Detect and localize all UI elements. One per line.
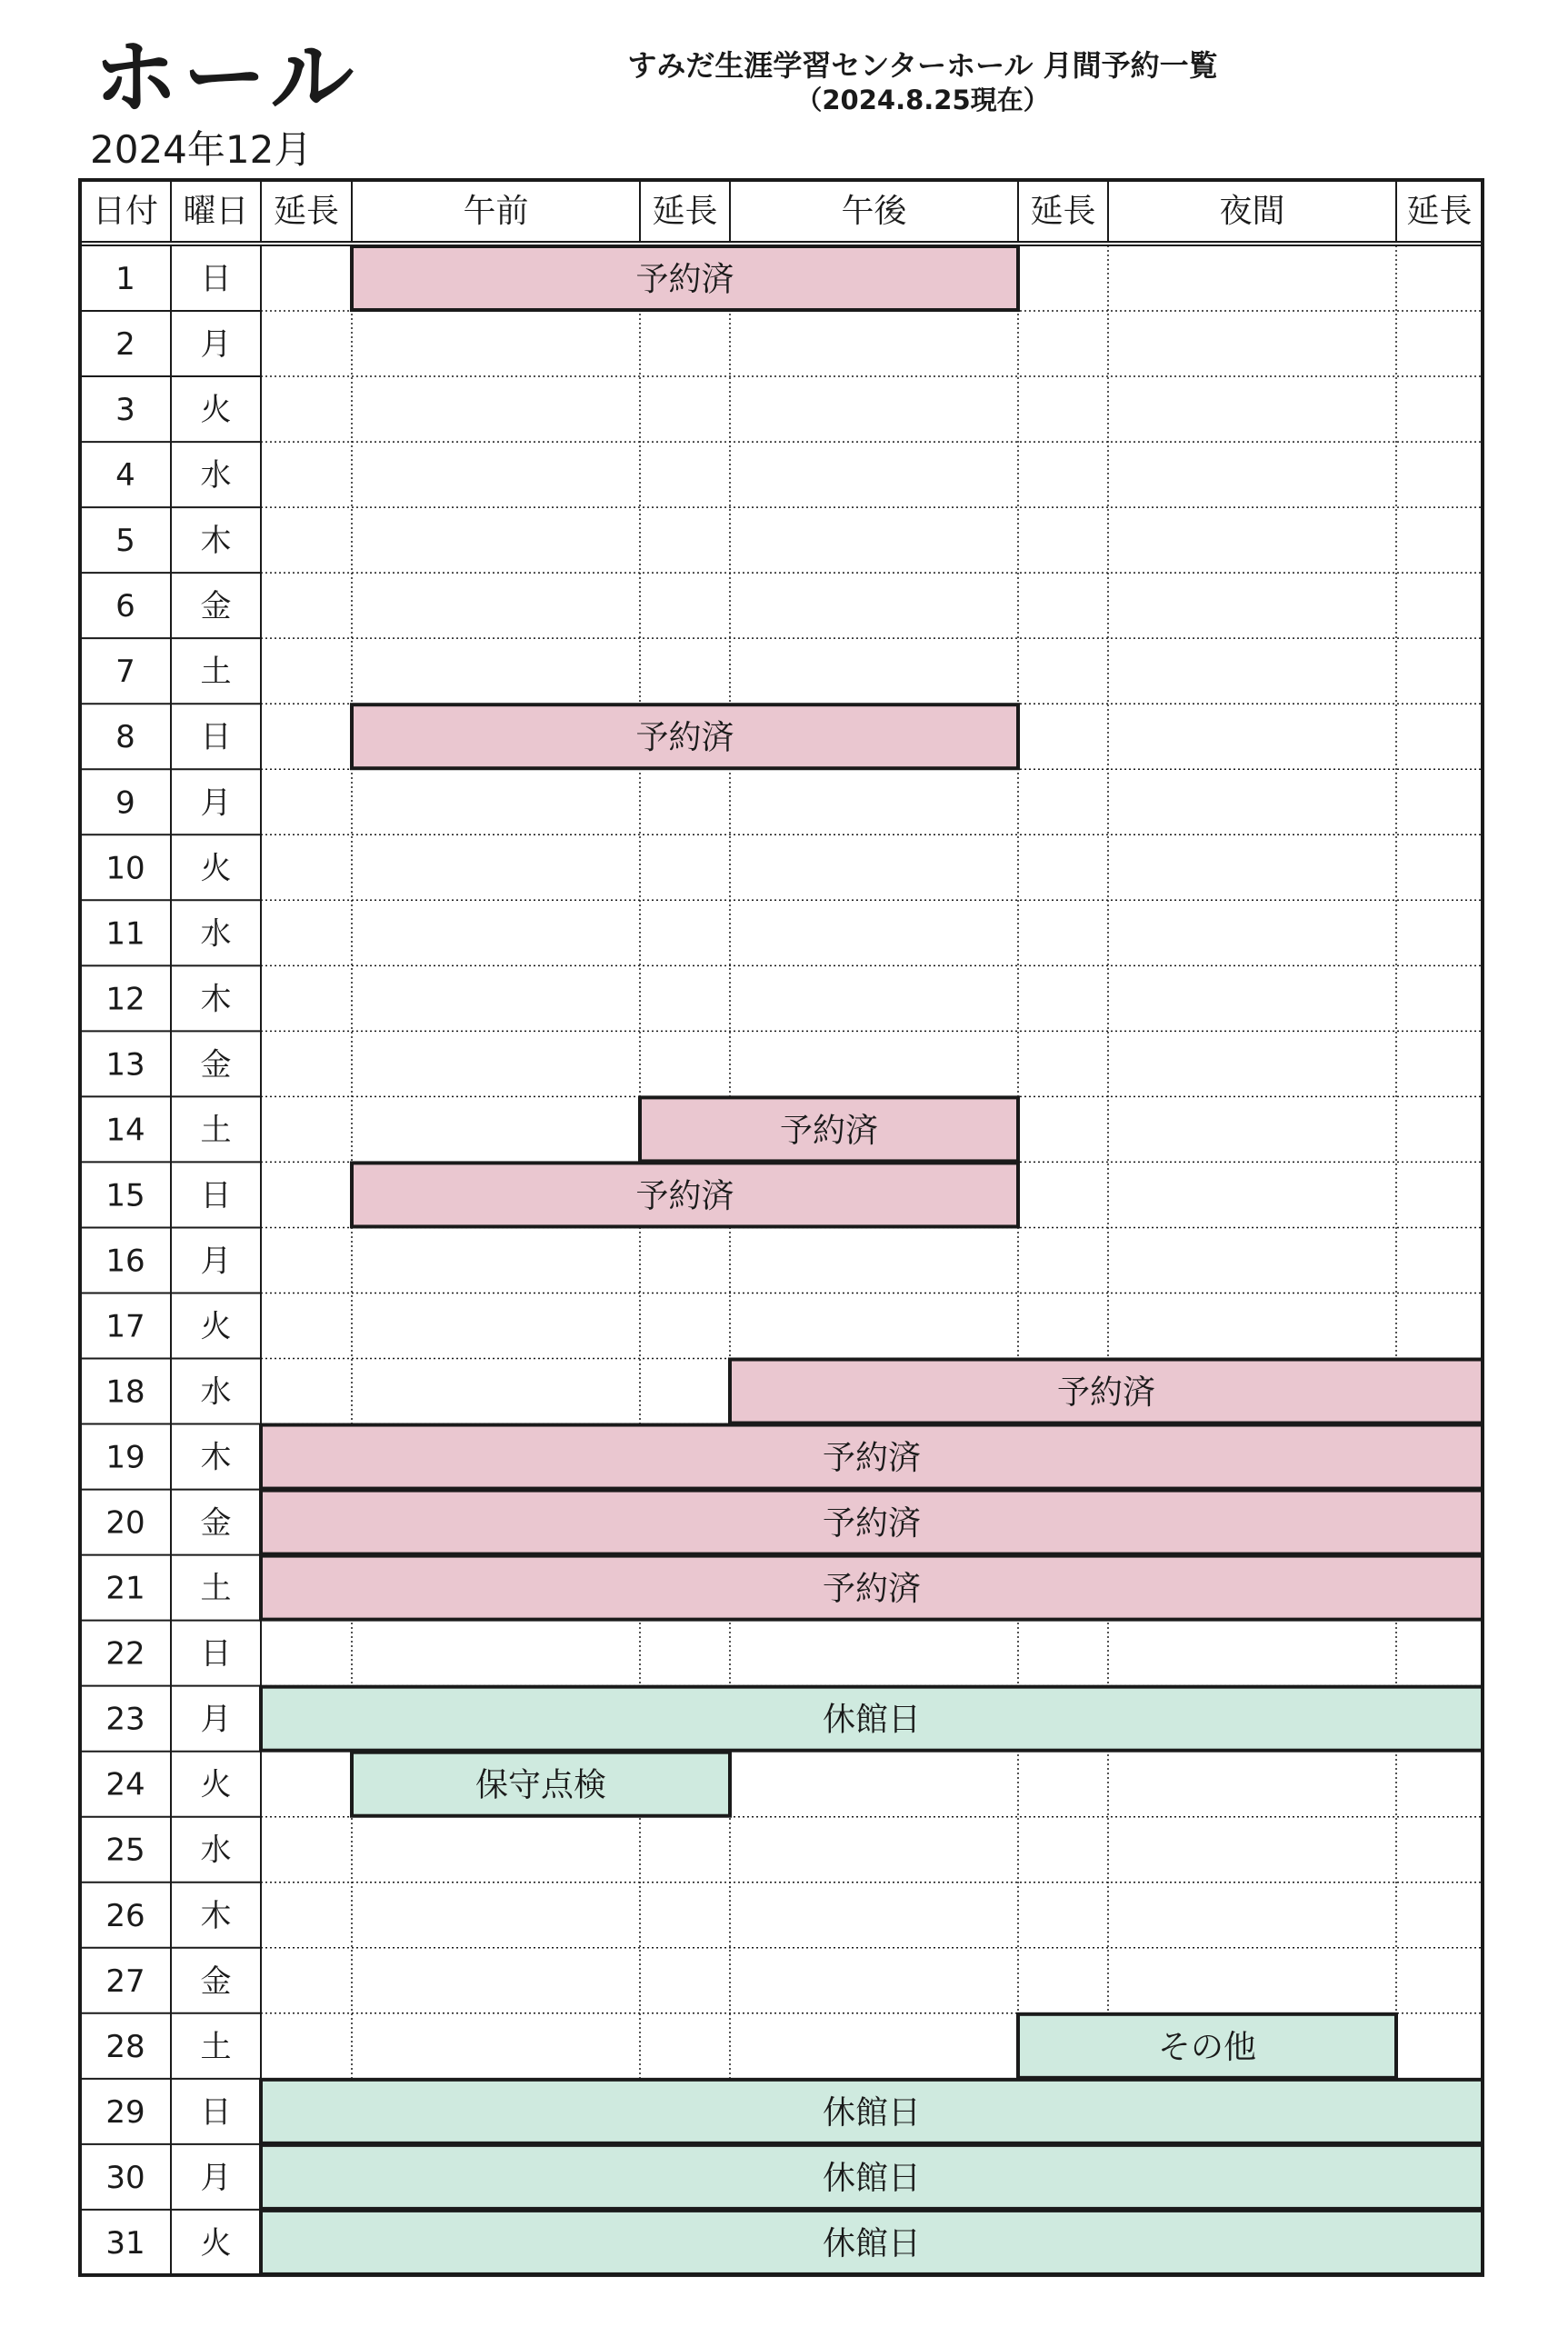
weekday-cell: 水 [200,1373,232,1411]
column-header: 日付 [92,193,159,230]
booking-label: 予約済 [635,1177,734,1215]
date-cell: 30 [105,2159,145,2196]
date-cell: 3 [115,392,135,429]
booking-closed [1018,2014,1396,2078]
date-cell: 28 [105,2028,145,2065]
weekday-cell: 月 [200,326,232,364]
date-cell: 16 [105,1243,145,1280]
column-header: 延長 [1406,193,1473,230]
booking-closed [352,1753,730,1816]
weekday-cell: 金 [200,1962,232,2000]
booking-closed [261,2211,1483,2274]
date-cell: 9 [115,784,135,822]
booking-reserved [261,1556,1483,1620]
weekday-cell: 金 [200,1046,232,1084]
column-header: 曜日 [183,193,249,230]
weekday-cell: 木 [200,1897,232,1934]
date-cell: 12 [105,981,145,1018]
document-title: すみだ生涯学習センターホール 月間予約一覧 [627,48,1218,83]
weekday-cell: 月 [200,2159,232,2196]
booking-label: 休館日 [822,2224,922,2262]
weekday-cell: 木 [200,523,232,560]
date-cell: 10 [105,850,145,887]
weekday-cell: 日 [200,1177,232,1214]
date-cell: 4 [115,457,135,494]
booking-reserved [352,1163,1018,1226]
booking-label: 予約済 [822,1504,922,1543]
date-cell: 14 [105,1112,145,1149]
booking-closed [261,2145,1483,2209]
column-header: 午前 [463,193,529,230]
date-cell: 15 [105,1177,145,1214]
date-cell: 17 [105,1308,145,1345]
weekday-cell: 日 [200,261,232,298]
booking-label: その他 [1157,2028,1257,2066]
column-header: 延長 [1030,193,1096,230]
weekday-cell: 月 [200,1243,232,1280]
booking-closed [261,1687,1483,1751]
weekday-cell: 日 [200,719,232,756]
date-cell: 7 [115,654,135,691]
booking-reserved [352,246,1018,310]
date-cell: 18 [105,1373,145,1411]
column-headers [93,193,1473,230]
weekday-cell: 水 [200,1832,232,1869]
column-header: 夜間 [1219,193,1285,230]
date-cell: 11 [105,915,145,953]
weekday-cell: 火 [200,850,232,887]
facility-name: ホール [94,29,360,126]
date-cell: 31 [105,2224,145,2262]
date-cell: 24 [105,1766,145,1803]
weekday-cell: 水 [200,457,232,494]
weekday-cell: 木 [200,1439,232,1476]
booking-bars [261,246,1483,2274]
weekday-cell: 木 [200,981,232,1018]
as-of-date: （2024.8.25現在） [795,85,1050,115]
booking-label: 予約済 [822,1570,922,1608]
column-header: 延長 [273,193,340,230]
weekday-cell: 火 [200,392,232,429]
date-cell: 25 [105,1832,145,1869]
weekday-cell: 土 [200,1570,232,1607]
column-header: 午後 [841,193,907,230]
date-cell: 2 [115,326,135,364]
date-cell: 21 [105,1570,145,1607]
booking-label: 予約済 [635,261,734,299]
date-cell: 29 [105,2093,145,2131]
date-cell: 1 [115,261,135,298]
date-cell: 27 [105,1962,145,2000]
booking-reserved [261,1425,1483,1489]
date-cell: 19 [105,1439,145,1476]
weekday-cell: 月 [200,1701,232,1738]
booking-label: 予約済 [1056,1373,1156,1412]
column-header: 延長 [652,193,718,230]
booking-reserved [352,704,1018,768]
booking-label: 予約済 [779,1112,879,1150]
weekday-cell: 水 [200,915,232,953]
booking-label: 休館日 [822,1701,922,1739]
booking-label: 休館日 [822,2159,922,2197]
date-cell: 23 [105,1701,145,1738]
booking-label: 予約済 [822,1439,922,1477]
booking-label: 休館日 [822,2093,922,2132]
date-cell: 26 [105,1897,145,1934]
weekday-cell: 月 [200,784,232,822]
booking-label: 保守点検 [474,1766,607,1804]
date-cell: 6 [115,588,135,625]
schedule-month: 2024年12月 [90,127,313,172]
day-rows [105,261,231,2262]
weekday-cell: 土 [200,654,232,691]
booking-reserved [261,1491,1483,1554]
date-cell: 8 [115,719,135,756]
booking-reserved [640,1097,1018,1161]
weekday-cell: 日 [200,2093,232,2131]
weekday-cell: 金 [200,1504,232,1542]
booking-label: 予約済 [635,719,734,757]
weekday-cell: 火 [200,1766,232,1803]
date-cell: 20 [105,1504,145,1542]
date-cell: 22 [105,1635,145,1673]
weekday-cell: 土 [200,1112,232,1149]
date-cell: 5 [115,523,135,560]
weekday-cell: 日 [200,1635,232,1673]
weekday-cell: 土 [200,2028,232,2065]
weekday-cell: 火 [200,2224,232,2262]
booking-reserved [730,1360,1483,1423]
weekday-cell: 火 [200,1308,232,1345]
weekday-cell: 金 [200,588,232,625]
date-cell: 13 [105,1046,145,1084]
booking-closed [261,2080,1483,2143]
